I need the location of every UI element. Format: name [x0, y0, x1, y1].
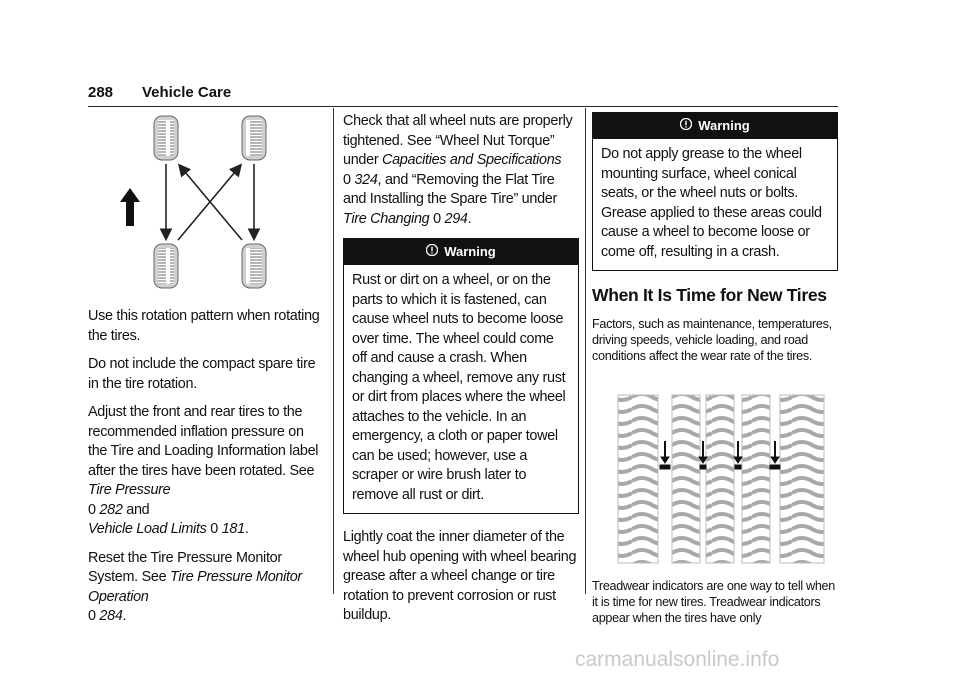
rotation-arrows	[166, 164, 254, 240]
page-reference[interactable]: 294	[444, 210, 468, 227]
ref-arrow-icon: 0	[88, 501, 96, 518]
warning-header	[344, 239, 578, 265]
tire-rear-left-icon	[154, 244, 178, 288]
tire-rotation-diagram	[88, 112, 324, 302]
forward-direction-arrow-icon	[120, 188, 140, 226]
paragraph: Lightly coat the inner diameter of the wheel hub opening with wheel bearing grease after a wheel change or tire rotation to prevent corrosion or rust buildup.	[343, 529, 577, 623]
paragraph: Check that all wheel nuts are properly tightened. See “Wheel Nut Torque” under Capacities and Specifications 0 324, and “Removing the Flat Tire and Installing the Spare Tire” under Tire Changing 0 294.	[343, 113, 573, 227]
page-reference[interactable]: 324	[354, 171, 378, 188]
warning-icon	[426, 239, 438, 265]
page-reference[interactable]: 181	[221, 521, 245, 537]
ref-arrow-icon: 0	[210, 521, 218, 537]
warning-header	[593, 113, 837, 139]
reference-link[interactable]: Capacities and Specifications	[382, 152, 562, 168]
column-divider	[585, 108, 586, 594]
warning-body	[344, 265, 578, 513]
tire-rear-right-icon	[242, 244, 266, 288]
text: and	[122, 501, 150, 518]
warning-box	[343, 238, 579, 514]
paragraph: Adjust the front and rear tires to the recommended inflation pressure on the Tire and Loading Information label after the tires have been rotated. See Tire Pressure 0 282 and Vehicle Load Limits 0 181.	[88, 404, 319, 537]
paragraph: Factors, such as maintenance, temperatures, driving speeds, vehicle loading, and road conditions affect the wear rate of the tires.	[592, 317, 832, 363]
warning-text: Rust or dirt on a wheel, or on the parts to which it is fastened, can cause wheel nuts to become loose over time. The wheel could come off and cause a crash. When changing a wheel, remove any rust or dirt from places where the wheel attaches to the vehicle. In an emergency, a cloth or paper towel can be used; however, use a scraper or wire brush later to remove all rust or dirt.	[352, 272, 566, 503]
ref-arrow-icon: 0	[433, 210, 441, 227]
section-heading: When It Is Time for New Tires	[592, 285, 827, 305]
reference-link[interactable]: Vehicle Load Limits	[88, 521, 207, 537]
tread-ribs	[618, 395, 824, 563]
column-1	[88, 112, 324, 636]
page-reference[interactable]: 284	[99, 608, 123, 624]
watermark: carmanualsonline.info	[575, 648, 780, 671]
warning-icon	[680, 113, 692, 139]
ref-arrow-icon: 0	[88, 608, 96, 624]
reference-link[interactable]: Tire Pressure Monitor Operation	[88, 569, 302, 605]
tire-front-right-icon	[242, 116, 266, 160]
column-divider	[333, 108, 334, 594]
page-reference[interactable]: 282	[99, 501, 123, 518]
paragraph: Treadwear indicators are one way to tell when it is time for new tires. Treadwear indicators appear when the tires have only	[592, 579, 835, 625]
text: Reset the Tire Pressure Monitor System. See	[88, 549, 282, 585]
warning-title: Warning	[698, 118, 750, 133]
reference-link[interactable]: Tire Pressure	[88, 482, 171, 498]
column-2	[343, 112, 579, 635]
paragraph: Use this rotation pattern when rotating the tires.	[88, 308, 320, 344]
page-header	[88, 84, 838, 107]
ref-arrow-icon: 0	[343, 171, 351, 188]
warning-body	[593, 139, 837, 270]
page-number: 288	[88, 84, 114, 101]
paragraph: Reset the Tire Pressure Monitor System. See Tire Pressure Monitor Operation 0 284.	[88, 549, 302, 624]
treadwear-indicator-diagram	[592, 379, 838, 569]
section-title: Vehicle Care	[142, 84, 232, 101]
text: , and “Removing the Flat Tire and Installing the Spare Tire” under	[343, 171, 557, 207]
warning-box	[592, 112, 838, 271]
reference-link[interactable]: Tire Changing	[343, 210, 430, 227]
paragraph: Do not include the compact spare tire in the tire rotation.	[88, 356, 316, 392]
warning-text: Do not apply grease to the wheel mounting surface, wheel conical seats, or the wheel nuts or bolts. Grease applied to these areas could cause a wheel to become loose or come off, resulting in a crash.	[601, 146, 822, 260]
warning-title: Warning	[444, 244, 496, 259]
text: Adjust the front and rear tires to the recommended inflation pressure on the Tire and Loading Information label after the tires have been rotated. See	[88, 404, 319, 479]
column-3	[592, 112, 838, 635]
text: Check that all wheel nuts are properly tightened. See “Wheel Nut Torque” under	[343, 113, 573, 168]
tire-front-left-icon	[154, 116, 178, 160]
